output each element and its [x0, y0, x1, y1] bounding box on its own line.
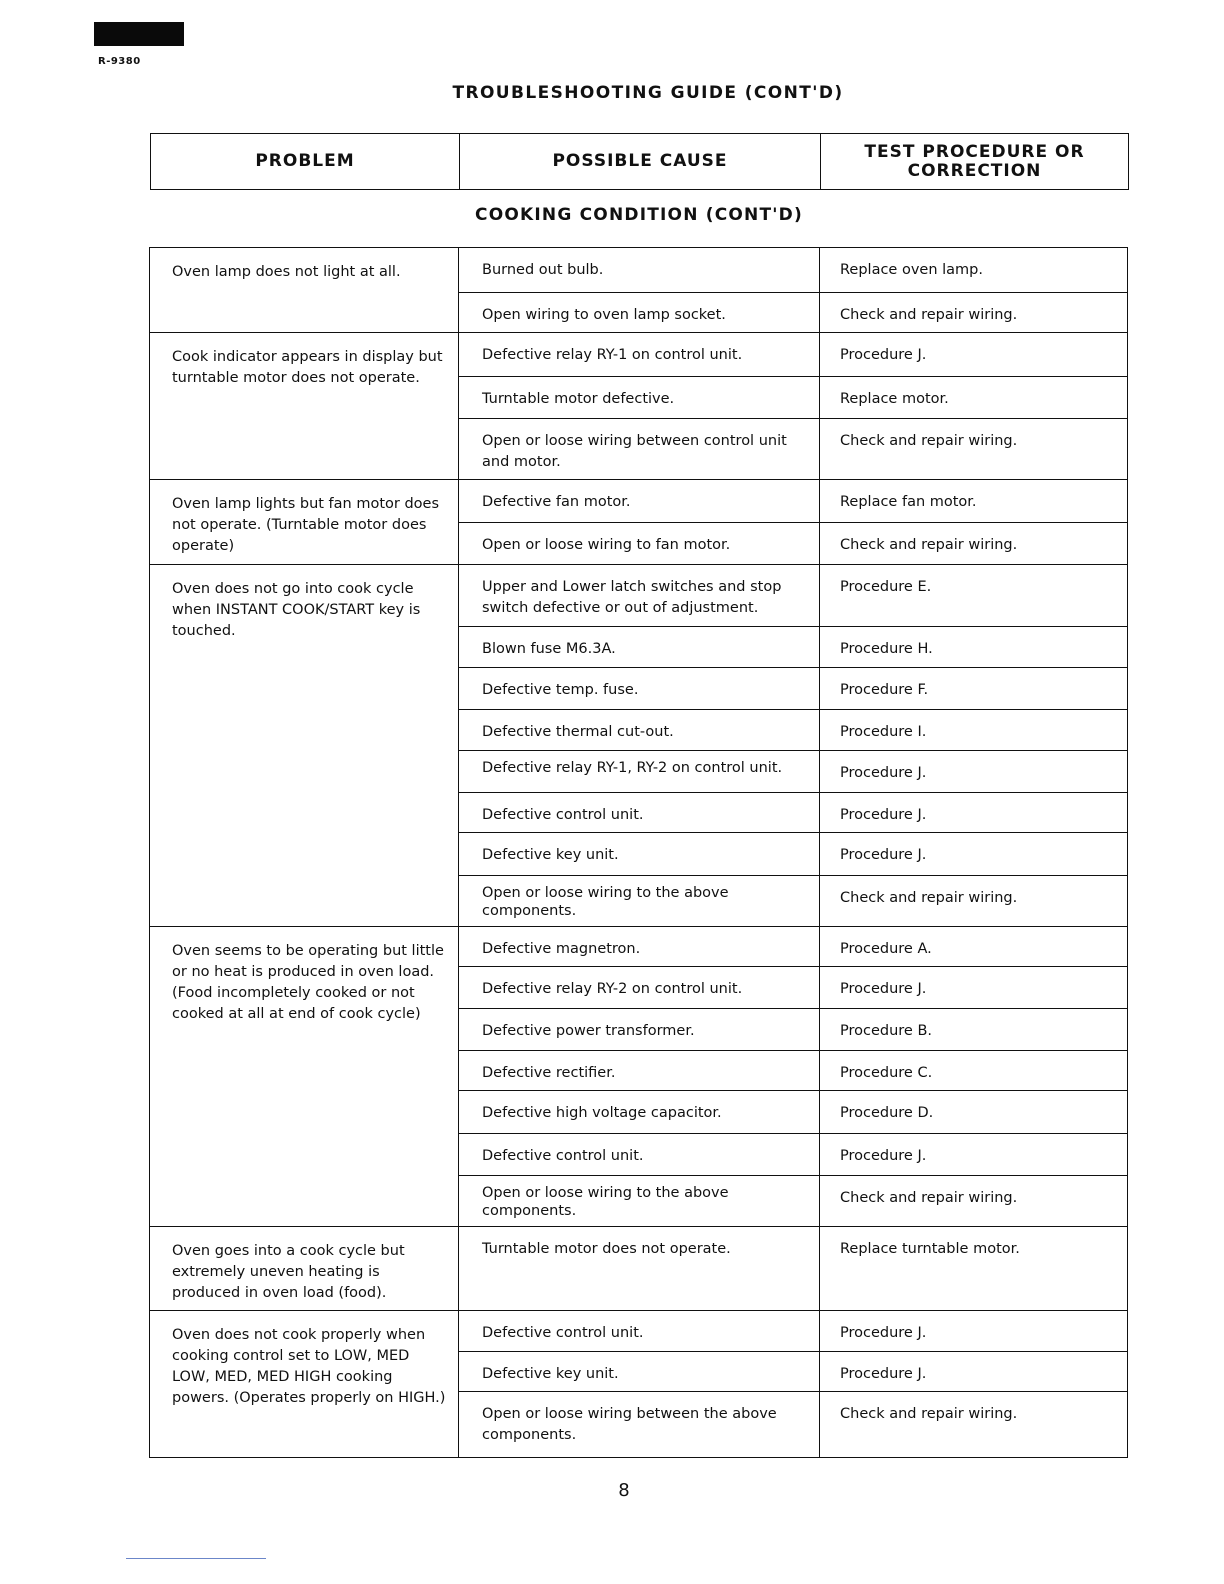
cause-cell: Defective key unit.: [459, 1352, 820, 1392]
procedure-cell: Procedure I.: [820, 710, 1128, 751]
procedure-cell: Procedure J.: [820, 751, 1128, 793]
cause-cell: Upper and Lower latch switches and stop switch defective or out of adjustment.: [459, 565, 820, 627]
table-row: [150, 927, 1128, 967]
column-header-table: [150, 133, 1129, 190]
black-header-mark: [94, 22, 184, 46]
problem-cell: Oven does not go into cook cycle when INSTANT COOK/START key is touched.: [150, 565, 459, 927]
cause-cell: Defective thermal cut-out.: [459, 710, 820, 751]
cause-cell: Defective magnetron.: [459, 927, 820, 967]
problem-cell: Oven does not cook properly when cooking control set to LOW, MED LOW, MED, MED HIGH cooking powers. (Operates properly on HIGH.): [150, 1311, 459, 1458]
procedure-cell: Procedure F.: [820, 668, 1128, 710]
cause-cell: Burned out bulb.: [459, 248, 820, 293]
procedure-cell: Replace turntable motor.: [820, 1227, 1128, 1311]
procedure-cell: Procedure B.: [820, 1009, 1128, 1051]
table-row: [150, 565, 1128, 627]
page-number: 8: [618, 1480, 630, 1501]
procedure-cell: Check and repair wiring.: [820, 293, 1128, 333]
procedure-cell: Procedure E.: [820, 565, 1128, 627]
cause-cell: Defective temp. fuse.: [459, 668, 820, 710]
cause-cell: Defective relay RY-1, RY-2 on control unit.: [459, 751, 820, 793]
procedure-cell: Replace fan motor.: [820, 480, 1128, 523]
table-row: [150, 333, 1128, 377]
column-header-procedure-text: TEST PROCEDURE OR CORRECTION: [864, 141, 1085, 181]
cause-cell: Defective control unit.: [459, 1311, 820, 1352]
column-header-procedure: [821, 134, 1129, 190]
page-title: TROUBLESHOOTING GUIDE (CONT'D): [452, 83, 844, 103]
problem-cell: Oven goes into a cook cycle but extremely uneven heating is produced in oven load (food).: [150, 1227, 459, 1311]
column-header-problem: PROBLEM: [151, 134, 460, 190]
cause-cell: Defective control unit.: [459, 1134, 820, 1176]
problem-cell: Oven lamp lights but fan motor does not operate. (Turntable motor does operate): [150, 480, 459, 565]
table-row: [150, 480, 1128, 523]
table-row: [150, 248, 1128, 293]
cause-cell: Open wiring to oven lamp socket.: [459, 293, 820, 333]
procedure-cell: Procedure H.: [820, 627, 1128, 668]
cause-cell: Open or loose wiring to fan motor.: [459, 523, 820, 565]
cause-cell: Turntable motor does not operate.: [459, 1227, 820, 1311]
cause-cell: Defective control unit.: [459, 793, 820, 833]
column-header-cause: POSSIBLE CAUSE: [460, 134, 821, 190]
cause-cell: Open or loose wiring between the above components.: [459, 1392, 820, 1458]
troubleshooting-table: [149, 247, 1128, 1458]
procedure-cell: Procedure C.: [820, 1051, 1128, 1091]
cause-cell: Turntable motor defective.: [459, 377, 820, 419]
cause-cell: Defective relay RY-1 on control unit.: [459, 333, 820, 377]
procedure-cell: Check and repair wiring.: [820, 876, 1128, 927]
procedure-cell: Check and repair wiring.: [820, 1392, 1128, 1458]
cause-cell: Blown fuse M6.3A.: [459, 627, 820, 668]
cause-cell: Defective relay RY-2 on control unit.: [459, 967, 820, 1009]
procedure-cell: Procedure J.: [820, 833, 1128, 876]
procedure-cell: Procedure J.: [820, 967, 1128, 1009]
procedure-cell: Check and repair wiring.: [820, 419, 1128, 480]
procedure-cell: Replace motor.: [820, 377, 1128, 419]
procedure-cell: Replace oven lamp.: [820, 248, 1128, 293]
footer-rule: [126, 1558, 266, 1559]
procedure-cell: Check and repair wiring.: [820, 523, 1128, 565]
model-code: R-9380: [98, 56, 141, 67]
procedure-cell: Procedure J.: [820, 333, 1128, 377]
table-row: [150, 1311, 1128, 1352]
procedure-cell: Procedure A.: [820, 927, 1128, 967]
procedure-cell: Procedure J.: [820, 1311, 1128, 1352]
cause-cell: Defective rectifier.: [459, 1051, 820, 1091]
cause-cell: Defective key unit.: [459, 833, 820, 876]
problem-cell: Cook indicator appears in display but turntable motor does not operate.: [150, 333, 459, 480]
procedure-cell: Procedure J.: [820, 793, 1128, 833]
cause-cell: Open or loose wiring between control unit and motor.: [459, 419, 820, 480]
cause-cell: Defective power transformer.: [459, 1009, 820, 1051]
procedure-cell: Procedure D.: [820, 1091, 1128, 1134]
table-row: [150, 1227, 1128, 1311]
procedure-cell: Procedure J.: [820, 1352, 1128, 1392]
cause-cell: Open or loose wiring to the above components.: [459, 876, 820, 927]
cause-cell: Open or loose wiring to the above components.: [459, 1176, 820, 1227]
section-title: COOKING CONDITION (CONT'D): [475, 205, 803, 225]
cause-cell: Defective high voltage capacitor.: [459, 1091, 820, 1134]
procedure-cell: Check and repair wiring.: [820, 1176, 1128, 1227]
cause-cell: Defective fan motor.: [459, 480, 820, 523]
problem-cell: Oven lamp does not light at all.: [150, 248, 459, 333]
procedure-cell: Procedure J.: [820, 1134, 1128, 1176]
problem-cell: Oven seems to be operating but little or no heat is produced in oven load. (Food incompletely cooked or not cooked at all at end of cook cycle): [150, 927, 459, 1227]
